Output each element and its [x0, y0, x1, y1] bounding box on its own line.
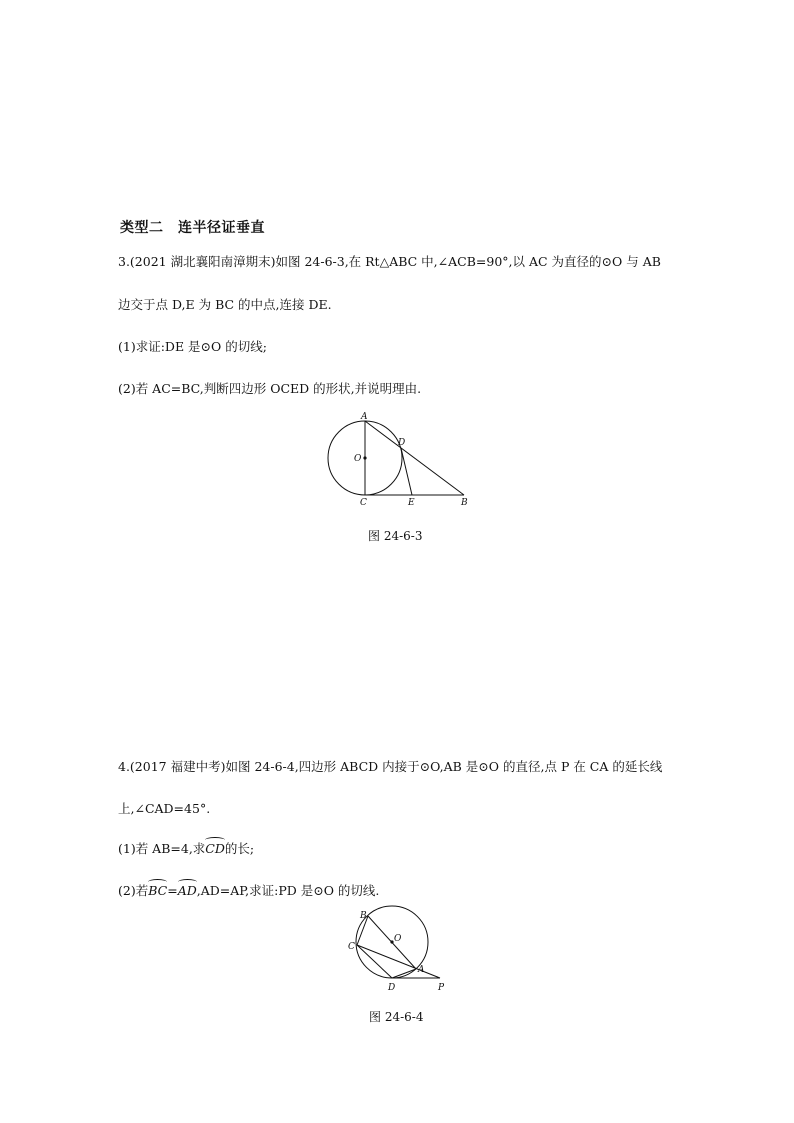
q1-text-before: (1)若 AB=4,求 [118, 841, 206, 856]
q2-text-before: (2)若 [118, 883, 149, 898]
figure-24-6-4 [345, 906, 455, 996]
label-p: P [438, 983, 445, 993]
label-b: B [461, 498, 468, 508]
label-o: O [354, 454, 362, 464]
q2-equals: = [167, 883, 178, 898]
figure-24-6-3 [320, 408, 480, 508]
figure-caption-24-6-3: 图 24-6-3 [368, 529, 423, 543]
problem3-statement-line1: 3.(2021 湖北襄阳南漳期末)如图 24-6-3,在 Rt△ABC 中,∠ACB=90°,以 AC 为直径的⊙O 与 AB [118, 254, 661, 269]
label-a: A [418, 965, 425, 975]
segment-ab [365, 421, 464, 495]
arc-ad: AD [177, 883, 197, 898]
label-b: B [360, 911, 367, 921]
q2-text-after: ,AD=AP,求证:PD 是⊙O 的切线. [196, 883, 380, 898]
problem4-statement-line1: 4.(2017 福建中考)如图 24-6-4,四边形 ABCD 内接于⊙O,AB 是⊙O 的直径,点 P 在 CA 的延长线 [118, 759, 663, 774]
section-title: 类型二 连半径证垂直 [120, 220, 265, 236]
figure-caption-24-6-4: 图 24-6-4 [369, 1010, 424, 1024]
label-o: O [394, 934, 402, 944]
problem3-question2: (2)若 AC=BC,判断四边形 OCED 的形状,并说明理由. [118, 381, 422, 396]
label-a: A [361, 412, 368, 422]
label-e: E [408, 498, 415, 508]
arc-cd: CD [205, 841, 225, 856]
label-d: D [388, 983, 396, 993]
problem4-question1 [118, 840, 254, 858]
label-c: C [348, 942, 355, 952]
problem4-question2 [118, 882, 379, 900]
problem4-statement-line2: 上,∠CAD=45°. [118, 801, 211, 816]
segment-da [392, 969, 416, 978]
center-point-o [363, 456, 366, 459]
q1-text-after: 的长; [224, 841, 255, 856]
problem3-statement-line2: 边交于点 D,E 为 BC 的中点,连接 DE. [118, 297, 332, 312]
arc-bc: BC [148, 883, 168, 898]
label-c: C [360, 498, 367, 508]
problem3-question1: (1)求证:DE 是⊙O 的切线; [118, 339, 267, 354]
label-d: D [398, 438, 406, 448]
